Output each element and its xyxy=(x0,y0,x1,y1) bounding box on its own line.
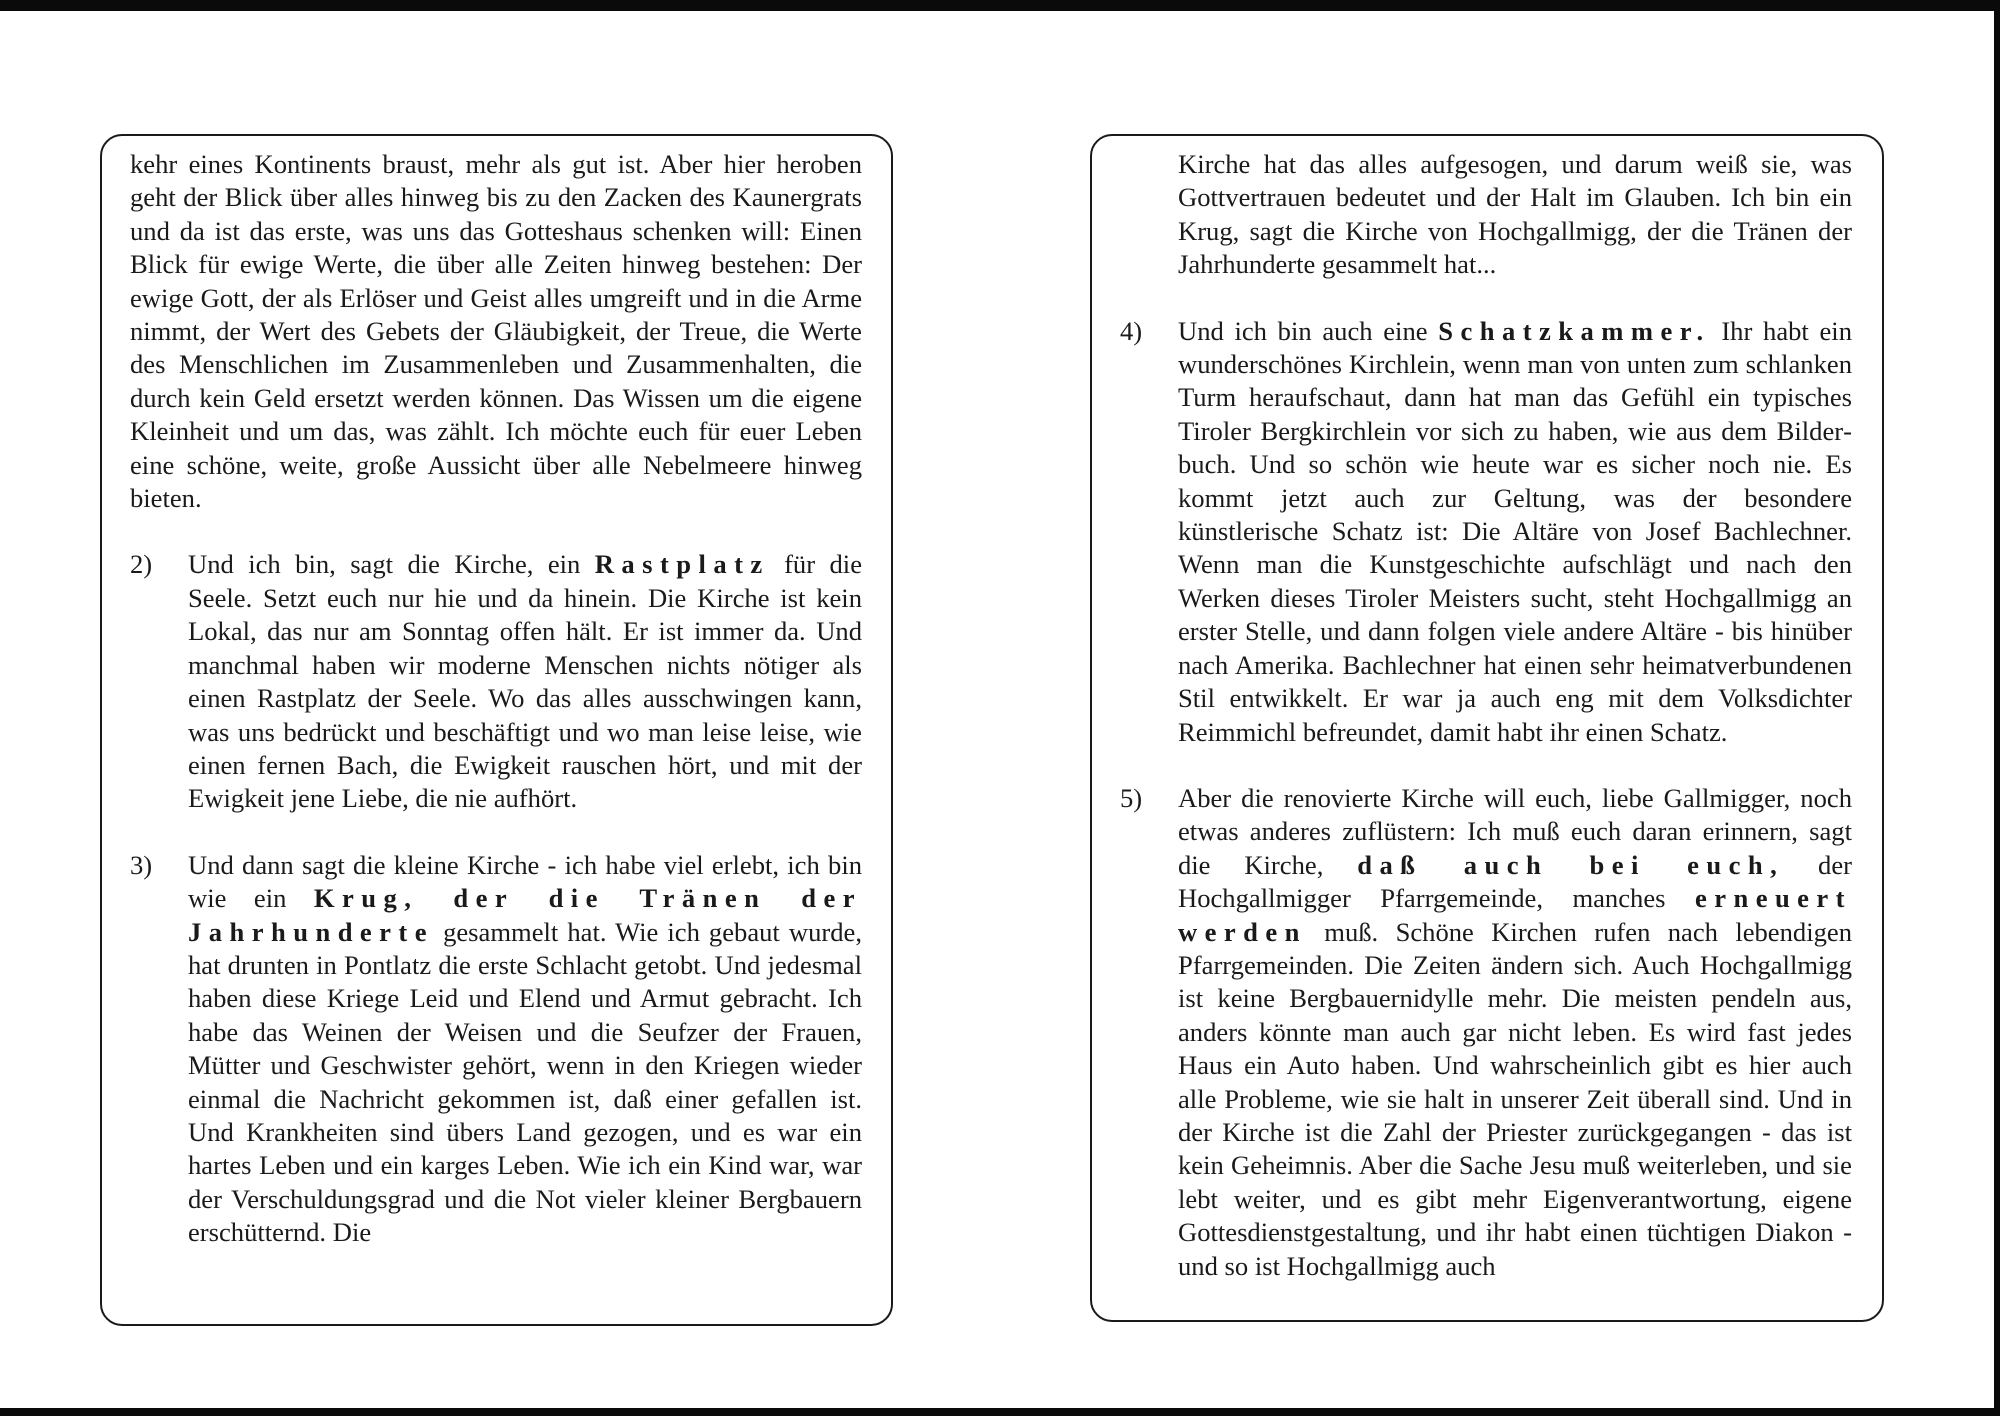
scanned-page xyxy=(0,11,1994,1408)
item-3-text-start: Und dann sagt die kleine Kirche - ich habe viel erlebt, ich bin wie ein xyxy=(188,849,862,914)
list-item-4 xyxy=(1120,315,1852,749)
paragraph-spacer xyxy=(1120,749,1852,782)
item-5-emphasis-1: daß auch bei euch, xyxy=(1357,849,1785,880)
item-5-text-end: muß. Schöne Kirchen rufen nach lebendigen Pfarrgemeinden. Die Zeiten ändern sich. Auch Hochgallmigg ist keine Bergbauernidylle mehr. Die meisten pendeln aus, anders könnte man auch gar nicht leben. Es wird fast jedes Haus ein Auto haben. Und wahrscheinlich gibt es hier auch alle Probleme, wie sie halt in unserer Zeit überall sind. Und in der Kirche ist die Zahl der Priester zurückgegangen - das ist kein Geheimnis. Aber die Sache Jesu muß weiterleben, und sie lebt weiter, und es gibt mehr Eigenverantwortung, eigene Gottesdienstgestaltung, und ihr habt einen tüchtigen Diakon - und so ist Hochgallmigg auch xyxy=(1178,916,1852,1281)
item-2-text-end: für die Seele. Setzt euch nur hie und da hinein. Die Kirche ist kein Lokal, das nur am Sonntag offen hält. Er ist immer da. Und manchmal haben wir moderne Menschen nichts nötiger als einen Rastplatz der Seele. Wo das alles ausschwingen kann, was uns bedrückt und beschäftigt und wo man leise leise, wie einen fernen Bach, die Ewigkeit rauschen hört, und mit der Ewigkeit jene Liebe, die nie aufhört. xyxy=(188,549,863,814)
paragraph-spacer xyxy=(1120,282,1852,315)
item-5-text-start: Aber die renovierte Kirche will euch, liebe Gallmigger, noch etwas anderes zuflüstern: Ich muß euch daran erinnern, sagt die Kirche, xyxy=(1178,782,1852,880)
item-5-emphasis-2: erneuert werden xyxy=(1178,883,1852,947)
item-4-number: 4) xyxy=(1120,315,1143,346)
paragraph-spacer xyxy=(130,816,862,849)
list-item-5 xyxy=(1120,782,1852,1283)
item-5-number: 5) xyxy=(1120,782,1143,813)
left-intro-paragraph: kehr eines Kontinents braust, mehr als gut ist. Aber hier heroben geht der Blick über alles hinweg bis zu den Zacken des Kaunergrats und da ist das erste, was uns das Gotteshaus schenken will: Einen Blick für ewige Werte, die über alle Zeiten hinweg bestehen: Der ewige Gott, der als Erlöser und Geist alles umgreift und in die Arme nimmt, der Wert des Gebets der Gläubigkeit, der Treue, die Werte des Menschlichen im Zusammenleben und Zusammenhalten, die durch kein Geld ersetzt werden können. Das Wissen um die eigene Kleinheit und um das, was zählt. Ich möchte euch für euer Leben eine schöne, weite, große Aussicht über alle Nebelmeere hinweg bieten. xyxy=(130,149,862,514)
item-3-emphasis: Krug, der die Tränen der Jahrhunderte xyxy=(188,883,863,947)
right-column xyxy=(1120,148,1852,1283)
item-3-text-end: gesammelt hat. Wie ich gebaut wurde, hat drunten in Pontlatz die erste Schlacht getobt. Und jedesmal haben diese Kriege Leid und Elend und Armut gebracht. Ich habe das Weinen der Weisen und die Seufzer der Frauen, Mütter und Geschwister gehört, wenn in den Kriegen wieder einmal die Nachricht gekommen ist, daß einer gefallen ist. Und Krankheiten sind übers Land gezogen, und es war ein hartes Leben und ein karges Leben. Wie ich ein Kind war, war der Verschuldungsgrad und die Not vieler kleiner Bergbauern erschütternd. Die xyxy=(188,916,862,1248)
item-2-number: 2) xyxy=(130,549,153,580)
item-2-emphasis: Rastplatz xyxy=(594,549,770,580)
item-3-number: 3) xyxy=(130,849,153,880)
list-item-3 xyxy=(130,849,862,1250)
right-intro-paragraph xyxy=(1120,148,1852,282)
left-column xyxy=(130,148,862,1250)
item-2-text-start: Und ich bin, sagt die Kirche, ein xyxy=(188,549,595,580)
list-item-2 xyxy=(130,548,862,815)
right-text-panel xyxy=(1090,134,1884,1322)
right-intro-text: Kirche hat das alles aufgesogen, und darum weiß sie, was Gottvertrauen bedeutet und der Halt im Glauben. Ich bin ein Krug, sagt die Kirche von Hochgallmigg, der die Tränen der Jahrhunderte gesammelt hat... xyxy=(1178,149,1852,280)
item-4-text-start: Und ich bin auch eine xyxy=(1178,315,1439,346)
item-5-text-middle: der Hochgallmigger Pfarrgemeinde, manches xyxy=(1178,849,1853,914)
paragraph-spacer xyxy=(130,515,862,548)
item-4-text-end: Ihr habt ein wunderschönes Kirchlein, wenn man von unten zum schlanken Turm heraufschaut, dann hat man das Gefühl ein typisches Tiroler Bergkirchlein vor sich zu haben, wie aus dem Bilderbuch. Und so schön wie heute war es sicher noch nie. Es kommt jetzt auch zur Geltung, was der besondere künstlerische Schatz ist: Die Altäre von Josef Bachlechner. Wenn man die Kunstgeschichte aufschlägt und nach den Werken dieses Tiroler Meisters sucht, steht Hochgallmigg an erster Stelle, und dann folgen viele andere Altäre - bis hinüber nach Amerika. Bachlechner hat einen sehr heimatverbundenen Stil entwikkelt. Er war ja auch eng mit dem Volksdichter Reimmichl befreundet, damit habt ihr einen Schatz. xyxy=(1178,315,1852,747)
item-4-emphasis: Schatzkammer. xyxy=(1438,315,1711,346)
left-text-panel xyxy=(100,134,893,1326)
